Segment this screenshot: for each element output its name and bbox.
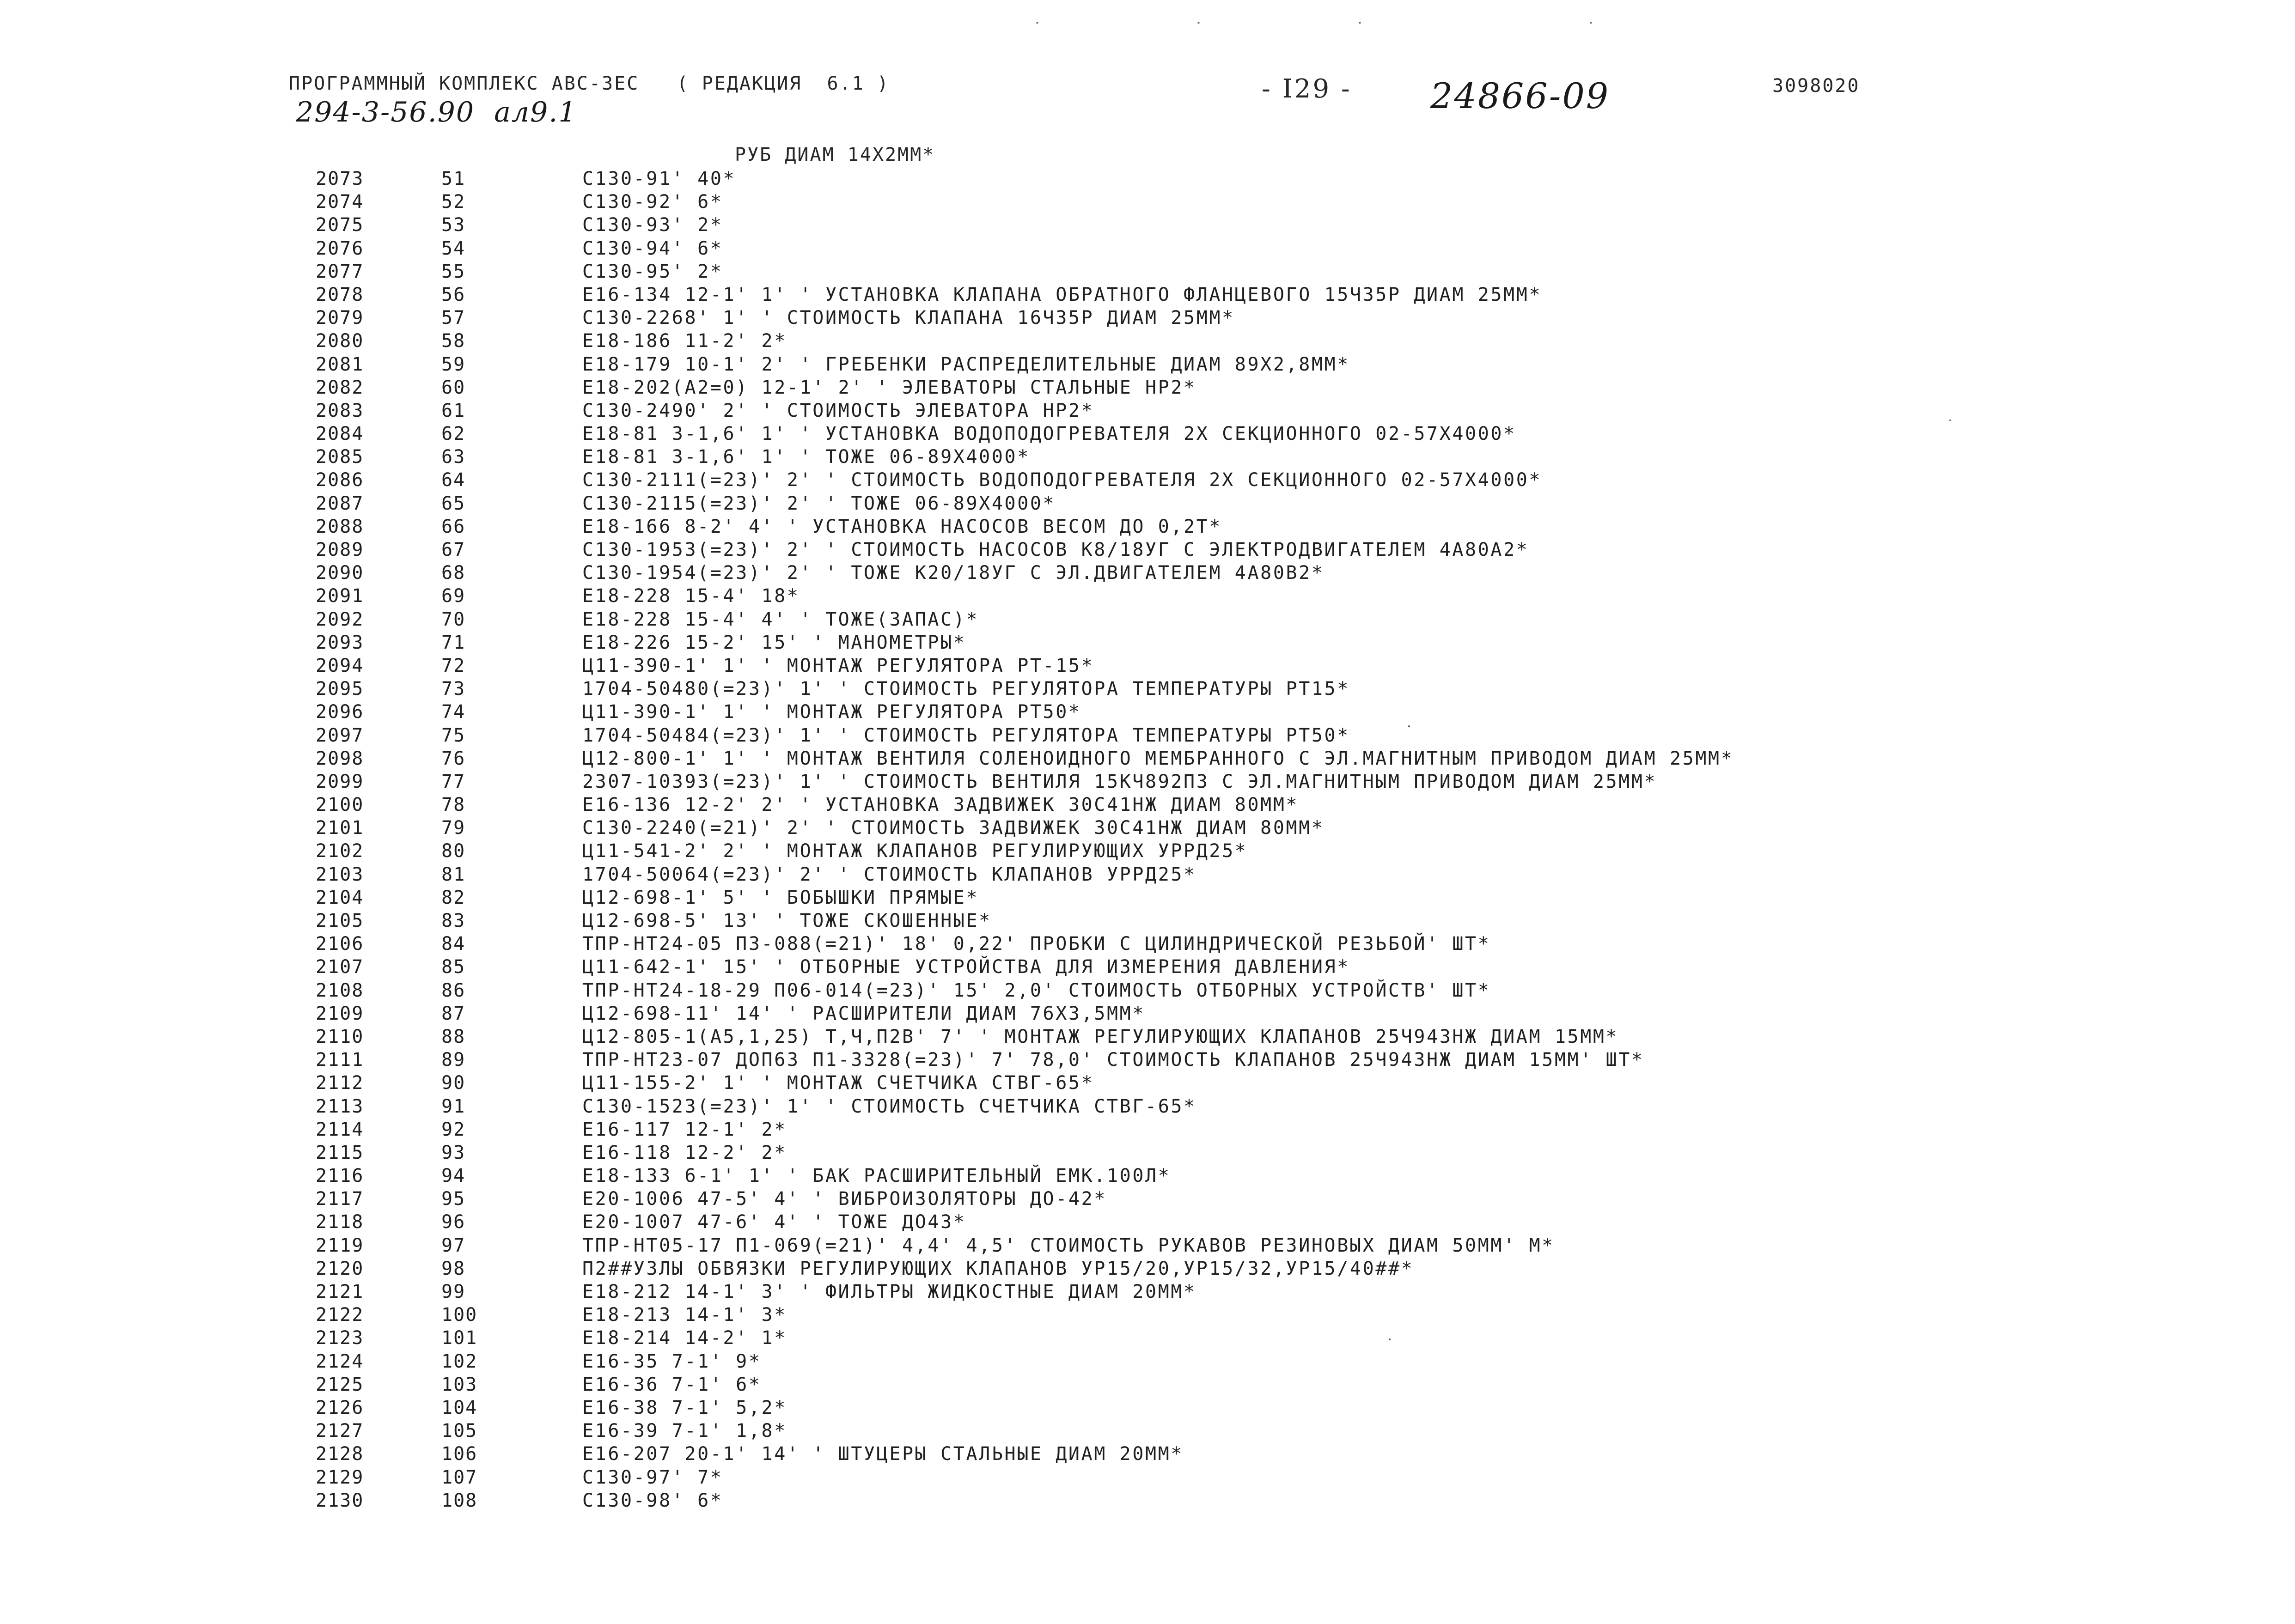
record-text: Е16-207 20-1' 14' ' ШТУЦЕРЫ СТАЛЬНЫЕ ДИАМ 20ММ*: [582, 1443, 1184, 1465]
listing-row: [0, 1048, 2295, 1071]
line-number: 2100: [316, 794, 364, 816]
item-number: 77: [441, 771, 466, 792]
record-text: ТПР-НТ23-07 ДОП63 П1-3328(=23)' 7' 78,0' СТОИМОСТЬ КЛАПАНОВ 25Ч943НЖ ДИАМ 15ММ' ШТ*: [582, 1049, 1644, 1071]
record-text: С130-1954(=23)' 2' ' ТОЖЕ К20/18УГ С ЭЛ.ДВИГАТЕЛЕМ 4А80В2*: [582, 562, 1325, 584]
item-number: 73: [441, 678, 466, 700]
item-number: 86: [441, 979, 466, 1001]
listing-row: [0, 538, 2295, 561]
line-number: 2104: [316, 887, 364, 908]
line-number: 2129: [316, 1466, 364, 1488]
line-number: 2091: [316, 585, 364, 607]
line-number: 2086: [316, 469, 364, 491]
item-number: 100: [441, 1304, 478, 1326]
listing-row: [0, 445, 2295, 468]
item-number: 97: [441, 1235, 466, 1256]
line-number: 2122: [316, 1304, 364, 1326]
line-number: 2118: [316, 1211, 364, 1233]
listing-row: [0, 909, 2295, 932]
listing-rows: [0, 167, 2295, 1512]
scan-speck: [1197, 22, 1200, 24]
line-number: 2082: [316, 377, 364, 398]
record-text: Е16-39 7-1' 1,8*: [582, 1420, 787, 1442]
listing-row: [0, 1466, 2295, 1489]
listing-row: [0, 1095, 2295, 1118]
listing-row: [0, 770, 2295, 793]
item-number: 81: [441, 864, 466, 885]
listing-row: [0, 584, 2295, 608]
scan-speck: [1590, 22, 1592, 24]
listing-row: [0, 260, 2295, 283]
listing-row: [0, 747, 2295, 770]
item-number: 98: [441, 1258, 466, 1279]
item-number: 106: [441, 1443, 478, 1465]
item-number: 59: [441, 353, 466, 375]
line-number: 2088: [316, 516, 364, 537]
record-text: Ц11-642-1' 15' ' ОТБОРНЫЕ УСТРОЙСТВА ДЛЯ ИЗМЕРЕНИЯ ДАВЛЕНИЯ*: [582, 956, 1350, 978]
line-number: 2109: [316, 1003, 364, 1024]
listing-row: [0, 1025, 2295, 1048]
listing-row: [0, 1419, 2295, 1442]
item-number: 94: [441, 1165, 466, 1187]
record-text: Ц11-390-1' 1' ' МОНТАЖ РЕГУЛЯТОРА РТ50*: [582, 701, 1081, 723]
listing-row: [0, 1326, 2295, 1350]
item-number: 88: [441, 1026, 466, 1047]
scan-speck: [1359, 22, 1361, 24]
listing-row: [0, 608, 2295, 631]
line-number: 2127: [316, 1420, 364, 1442]
item-number: 60: [441, 377, 466, 398]
listing-row: [0, 468, 2295, 492]
line-number: 2110: [316, 1026, 364, 1047]
listing-row: [0, 793, 2295, 816]
listing-row: [0, 1210, 2295, 1234]
listing-row: [0, 1141, 2295, 1164]
listing-row: [0, 1280, 2295, 1303]
document-number: 24866-09: [1430, 75, 1610, 116]
item-number: 58: [441, 330, 466, 352]
line-number: 2092: [316, 608, 364, 630]
item-number: 74: [441, 701, 466, 723]
listing-row: [0, 1396, 2295, 1419]
line-number: 2115: [316, 1142, 364, 1163]
item-number: 64: [441, 469, 466, 491]
line-number: 2121: [316, 1281, 364, 1302]
item-number: 85: [441, 956, 466, 978]
line-number: 2089: [316, 539, 364, 560]
item-number: 63: [441, 446, 466, 468]
line-number: 2076: [316, 237, 364, 259]
item-number: 84: [441, 933, 466, 955]
item-number: 65: [441, 493, 466, 514]
listing-row: [0, 631, 2295, 654]
item-number: 91: [441, 1095, 466, 1117]
listing-row: [0, 1303, 2295, 1326]
line-number: 2077: [316, 261, 364, 282]
line-number: 2074: [316, 191, 364, 213]
record-text: С130-93' 2*: [582, 214, 723, 236]
scan-speck: [1389, 1338, 1391, 1340]
line-number: 2097: [316, 724, 364, 746]
line-number: 2078: [316, 284, 364, 305]
record-text: С130-1523(=23)' 1' ' СТОИМОСТЬ СЧЕТЧИКА СТВГ-65*: [582, 1095, 1196, 1117]
record-text: С130-2268' 1' ' СТОИМОСТЬ КЛАПАНА 16Ч35Р ДИАМ 25ММ*: [582, 307, 1235, 329]
record-text: Е18-166 8-2' 4' ' УСТАНОВКА НАСОСОВ ВЕСОМ ДО 0,2Т*: [582, 516, 1222, 537]
listing-row: [0, 1002, 2295, 1025]
line-number: 2114: [316, 1119, 364, 1140]
listing-row: [0, 376, 2295, 399]
line-number: 2108: [316, 979, 364, 1001]
item-number: 71: [441, 632, 466, 653]
record-text: Ц12-800-1' 1' ' МОНТАЖ ВЕНТИЛЯ СОЛЕНОИДНОГО МЕМБРАННОГО С ЭЛ.МАГНИТНЫМ ПРИВОДОМ ДИАМ 25ММ*: [582, 748, 1734, 769]
record-text: ТПР-НТ05-17 П1-069(=21)' 4,4' 4,5' СТОИМОСТЬ РУКАВОВ РЕЗИНОВЫХ ДИАМ 50ММ' М*: [582, 1235, 1555, 1256]
listing-row: [0, 515, 2295, 538]
record-text: Е18-179 10-1' 2' ' ГРЕБЕНКИ РАСПРЕДЕЛИТЕЛЬНЫЕ ДИАМ 89Х2,8ММ*: [582, 353, 1350, 375]
item-number: 68: [441, 562, 466, 584]
record-text: Ц11-155-2' 1' ' МОНТАЖ СЧЕТЧИКА СТВГ-65*: [582, 1072, 1094, 1094]
record-text: Е16-136 12-2' 2' ' УСТАНОВКА ЗАДВИЖЕК 30С41НЖ ДИАМ 80ММ*: [582, 794, 1299, 816]
record-text: С130-92' 6*: [582, 191, 723, 213]
listing-row: [0, 1071, 2295, 1095]
record-text: Е20-1006 47-5' 4' ' ВИБРОИЗОЛЯТОРЫ ДО-42*: [582, 1188, 1107, 1210]
item-number: 107: [441, 1466, 478, 1488]
listing-row: [0, 886, 2295, 909]
line-number: 2126: [316, 1397, 364, 1418]
record-text: 1704-50480(=23)' 1' ' СТОИМОСТЬ РЕГУЛЯТОРА ТЕМПЕРАТУРЫ РТ15*: [582, 678, 1350, 700]
item-number: 79: [441, 817, 466, 839]
line-number: 2117: [316, 1188, 364, 1210]
line-number: 2106: [316, 933, 364, 955]
line-number: 2084: [316, 423, 364, 445]
line-number: 2116: [316, 1165, 364, 1187]
item-number: 75: [441, 724, 466, 746]
item-number: 62: [441, 423, 466, 445]
listing-row: [0, 1442, 2295, 1466]
listing-row: [0, 839, 2295, 863]
item-number: 67: [441, 539, 466, 560]
item-number: 102: [441, 1350, 478, 1372]
record-text: ТПР-НТ24-18-29 П06-014(=23)' 15' 2,0' СТОИМОСТЬ ОТБОРНЫХ УСТРОЙСТВ' ШТ*: [582, 979, 1491, 1001]
document-code: 3098020: [1772, 75, 1860, 97]
line-number: 2080: [316, 330, 364, 352]
page-number: - I29 -: [1262, 74, 1352, 104]
record-text: Е18-186 11-2' 2*: [582, 330, 787, 352]
line-number: 2112: [316, 1072, 364, 1094]
item-number: 61: [441, 400, 466, 421]
record-text: Е18-228 15-4' 18*: [582, 585, 800, 607]
record-text: Е20-1007 47-6' 4' ' ТОЖЕ ДО43*: [582, 1211, 966, 1233]
record-text: Е18-81 3-1,6' 1' ' ТОЖЕ 06-89Х4000*: [582, 446, 1030, 468]
listing-row: [0, 932, 2295, 955]
line-number: 2085: [316, 446, 364, 468]
program-title: ПРОГРАММНЫЙ КОМПЛЕКС АВС-ЗЕС ( РЕДАКЦИЯ 6.1 ): [289, 73, 890, 94]
line-number: 2123: [316, 1327, 364, 1349]
line-number: 2094: [316, 655, 364, 676]
record-text: Е18-228 15-4' 4' ' ТОЖЕ(ЗАПАС)*: [582, 608, 979, 630]
record-text: С130-98' 6*: [582, 1490, 723, 1511]
line-number: 2111: [316, 1049, 364, 1071]
line-number: 2120: [316, 1258, 364, 1279]
line-number: 2107: [316, 956, 364, 978]
listing-row: [0, 979, 2295, 1002]
listing-row: [0, 654, 2295, 677]
item-number: 108: [441, 1490, 478, 1511]
record-text: С130-2240(=21)' 2' ' СТОИМОСТЬ ЗАДВИЖЕК 30С41НЖ ДИАМ 80ММ*: [582, 817, 1325, 839]
listing-row: [0, 237, 2295, 260]
item-number: 90: [441, 1072, 466, 1094]
line-number: 2095: [316, 678, 364, 700]
record-text: Е16-117 12-1' 2*: [582, 1119, 787, 1140]
listing-row: [0, 816, 2295, 839]
listing-row: [0, 167, 2295, 190]
record-text: Ц11-390-1' 1' ' МОНТАЖ РЕГУЛЯТОРА РТ-15*: [582, 655, 1094, 676]
item-number: 52: [441, 191, 466, 213]
record-text: Е18-214 14-2' 1*: [582, 1327, 787, 1349]
item-number: 95: [441, 1188, 466, 1210]
record-text: С130-1953(=23)' 2' ' СТОИМОСТЬ НАСОСОВ К8/18УГ С ЭЛЕКТРОДВИГАТЕЛЕМ 4А80А2*: [582, 539, 1529, 560]
record-text: С130-97' 7*: [582, 1466, 723, 1488]
listing-row: [0, 1164, 2295, 1187]
line-number: 2130: [316, 1490, 364, 1511]
listing-row: [0, 283, 2295, 306]
scan-speck: [1949, 420, 1951, 421]
record-text: Ц12-805-1(А5,1,25) Т,Ч,П2В' 7' ' МОНТАЖ РЕГУЛИРУЮЩИХ КЛАПАНОВ 25Ч943НЖ ДИАМ 15ММ*: [582, 1026, 1619, 1047]
listing-row: [0, 190, 2295, 213]
item-number: 70: [441, 608, 466, 630]
item-number: 82: [441, 887, 466, 908]
item-number: 101: [441, 1327, 478, 1349]
record-text: Е16-38 7-1' 5,2*: [582, 1397, 787, 1418]
listing-row: [0, 1118, 2295, 1141]
line-number: 2102: [316, 840, 364, 862]
record-text: Е16-36 7-1' 6*: [582, 1374, 762, 1395]
record-text: Е16-118 12-2' 2*: [582, 1142, 787, 1163]
line-number: 2128: [316, 1443, 364, 1465]
item-number: 51: [441, 168, 466, 189]
line-number: 2090: [316, 562, 364, 584]
line-number: 2087: [316, 493, 364, 514]
listing-row: [0, 1187, 2295, 1210]
line-number: 2096: [316, 701, 364, 723]
line-number: 2105: [316, 910, 364, 931]
record-text: Е18-81 3-1,6' 1' ' УСТАНОВКА ВОДОПОДОГРЕВАТЕЛЯ 2Х СЕКЦИОННОГО 02-57Х4000*: [582, 423, 1516, 445]
record-text: П2##УЗЛЫ ОБВЯЗКИ РЕГУЛИРУЮЩИХ КЛАПАНОВ УР15/20,УР15/32,УР15/40##*: [582, 1258, 1414, 1279]
record-text: 1704-50484(=23)' 1' ' СТОИМОСТЬ РЕГУЛЯТОРА ТЕМПЕРАТУРЫ РТ50*: [582, 724, 1350, 746]
item-number: 80: [441, 840, 466, 862]
record-text: С130-95' 2*: [582, 261, 723, 282]
record-text: Е18-133 6-1' 1' ' БАК РАСШИРИТЕЛЬНЫЙ ЕМК.100Л*: [582, 1165, 1171, 1187]
line-number: 2079: [316, 307, 364, 329]
line-number: 2113: [316, 1095, 364, 1117]
item-number: 96: [441, 1211, 466, 1233]
item-number: 99: [441, 1281, 466, 1302]
item-number: 54: [441, 237, 466, 259]
listing-row: [0, 1234, 2295, 1257]
item-number: 105: [441, 1420, 478, 1442]
item-number: 55: [441, 261, 466, 282]
record-text: Е18-212 14-1' 3' ' ФИЛЬТРЫ ЖИДКОСТНЫЕ ДИАМ 20ММ*: [582, 1281, 1196, 1302]
item-number: 89: [441, 1049, 466, 1071]
item-number: 93: [441, 1142, 466, 1163]
item-number: 66: [441, 516, 466, 537]
line-number: 2125: [316, 1374, 364, 1395]
item-number: 69: [441, 585, 466, 607]
line-number: 2098: [316, 748, 364, 769]
record-text: Е18-213 14-1' 3*: [582, 1304, 787, 1326]
listing-row: [0, 399, 2295, 422]
record-text: С130-91' 40*: [582, 168, 736, 189]
listing-row: [0, 1489, 2295, 1512]
scan-speck: [1036, 22, 1038, 24]
listing-row: [0, 492, 2295, 515]
line-number: 2073: [316, 168, 364, 189]
record-text: 1704-50064(=23)' 2' ' СТОИМОСТЬ КЛАПАНОВ УРРД25*: [582, 864, 1196, 885]
line-number: 2124: [316, 1350, 364, 1372]
handwritten-note: 294-3-56.90 ал9.1: [296, 96, 577, 128]
item-number: 76: [441, 748, 466, 769]
item-number: 87: [441, 1003, 466, 1024]
line-number: 2119: [316, 1235, 364, 1256]
item-number: 72: [441, 655, 466, 676]
listing-row: [0, 353, 2295, 376]
item-number: 92: [441, 1119, 466, 1140]
listing-row: [0, 1373, 2295, 1396]
listing-row: [0, 1257, 2295, 1280]
listing-row: [0, 213, 2295, 237]
item-number: 103: [441, 1374, 478, 1395]
item-number: 78: [441, 794, 466, 816]
line-number: 2075: [316, 214, 364, 236]
line-number: 2093: [316, 632, 364, 653]
listing-row: [0, 329, 2295, 353]
scan-speck: [1408, 725, 1410, 727]
listing-row: [0, 955, 2295, 979]
item-number: 56: [441, 284, 466, 305]
item-number: 57: [441, 307, 466, 329]
line-number: 2103: [316, 864, 364, 885]
record-text: С130-2111(=23)' 2' ' СТОИМОСТЬ ВОДОПОДОГРЕВАТЕЛЯ 2Х СЕКЦИОННОГО 02-57Х4000*: [582, 469, 1542, 491]
record-text: ТПР-НТ24-05 П3-088(=21)' 18' 0,22' ПРОБКИ С ЦИЛИНДРИЧЕСКОЙ РЕЗЬБОЙ' ШТ*: [582, 933, 1491, 955]
record-text: С130-2490' 2' ' СТОИМОСТЬ ЭЛЕВАТОРА НР2*: [582, 400, 1094, 421]
listing-row: [0, 422, 2295, 445]
line-number: 2083: [316, 400, 364, 421]
item-number: 83: [441, 910, 466, 931]
listing-row: [0, 863, 2295, 886]
line-number: 2099: [316, 771, 364, 792]
record-text: Ц12-698-5' 13' ' ТОЖЕ СКОШЕННЫЕ*: [582, 910, 992, 931]
record-text: Е18-226 15-2' 15' ' МАНОМЕТРЫ*: [582, 632, 966, 653]
line-number: 2081: [316, 353, 364, 375]
listing-row: [0, 561, 2295, 584]
listing-row: [0, 306, 2295, 329]
listing-row: [0, 700, 2295, 724]
record-text: Е16-134 12-1' 1' ' УСТАНОВКА КЛАПАНА ОБРАТНОГО ФЛАНЦЕВОГО 15Ч35Р ДИАМ 25ММ*: [582, 284, 1542, 305]
item-number: 104: [441, 1397, 478, 1418]
continuation-line: РУБ ДИАМ 14Х2ММ*: [735, 144, 935, 165]
record-text: С130-94' 6*: [582, 237, 723, 259]
item-number: 53: [441, 214, 466, 236]
record-text: 2307-10393(=23)' 1' ' СТОИМОСТЬ ВЕНТИЛЯ 15КЧ892П3 С ЭЛ.МАГНИТНЫМ ПРИВОДОМ ДИАМ 25ММ*: [582, 771, 1657, 792]
listing-row: [0, 1350, 2295, 1373]
record-text: Ц11-541-2' 2' ' МОНТАЖ КЛАПАНОВ РЕГУЛИРУЮЩИХ УРРД25*: [582, 840, 1248, 862]
record-text: С130-2115(=23)' 2' ' ТОЖЕ 06-89Х4000*: [582, 493, 1056, 514]
record-text: Е16-35 7-1' 9*: [582, 1350, 762, 1372]
record-text: Ц12-698-11' 14' ' РАСШИРИТЕЛИ ДИАМ 76Х3,5ММ*: [582, 1003, 1146, 1024]
line-number: 2101: [316, 817, 364, 839]
listing-row: [0, 724, 2295, 747]
listing-row: [0, 677, 2295, 700]
record-text: Е18-202(А2=0) 12-1' 2' ' ЭЛЕВАТОРЫ СТАЛЬНЫЕ НР2*: [582, 377, 1196, 398]
record-text: Ц12-698-1' 5' ' БОБЫШКИ ПРЯМЫЕ*: [582, 887, 979, 908]
